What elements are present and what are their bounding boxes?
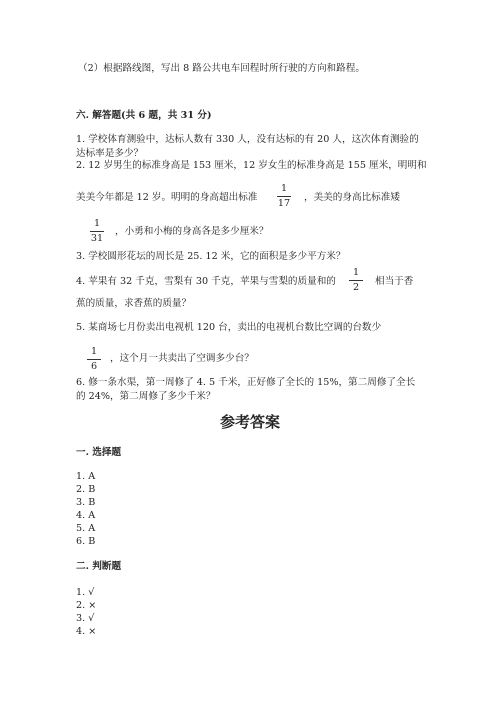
q2-line2b: ，美美的身高比标准矮 bbox=[304, 192, 400, 203]
q5-line1: 5. 某商场七月份卖出电视机 120 台，卖出的电视机台数比空调的台数少 bbox=[76, 322, 382, 333]
q5-line2: ，这个月一共卖出了空调多少台？ bbox=[110, 353, 254, 364]
fraction-denominator: 17 bbox=[277, 198, 291, 209]
fraction-1-17 bbox=[277, 183, 291, 210]
answer-key-title: 参考答案 bbox=[219, 413, 280, 431]
q2-line1: 2. 12 岁男生的标准身高是 153 厘米，12 岁女生的标准身高是 155 厘米，明明和 bbox=[76, 160, 427, 171]
answer-item: 2. × bbox=[76, 600, 97, 611]
fraction-numerator: 1 bbox=[280, 183, 288, 194]
answer-item: 4. × bbox=[76, 626, 97, 637]
fraction-bar bbox=[87, 359, 101, 360]
fraction-1-2 bbox=[349, 267, 363, 294]
fraction-denominator: 6 bbox=[90, 361, 98, 372]
q4-line2: 蕉的质量，求香蕉的质量？ bbox=[76, 298, 192, 309]
fraction-numerator: 1 bbox=[90, 346, 98, 357]
answer-item: 1. A bbox=[76, 471, 96, 482]
q1-line2: 达标率是多少？ bbox=[76, 148, 144, 159]
answer-item: 6. B bbox=[76, 536, 96, 547]
answer-item: 4. A bbox=[76, 510, 96, 521]
fraction-1-31 bbox=[90, 218, 104, 245]
q4-line1b: 相当于香 bbox=[375, 276, 414, 287]
answers-section-1-heading: 一. 选择题 bbox=[76, 447, 122, 458]
q2-line2a: 美美今年都是 12 岁。明明的身高超出标准 bbox=[76, 192, 258, 203]
q3-text: 3. 学校圆形花坛的周长是 25. 12 米，它的面积是多少平方米？ bbox=[76, 251, 346, 262]
answer-item: 1. √ bbox=[76, 587, 95, 598]
fraction-bar bbox=[349, 280, 363, 281]
answers-section-2-heading: 二. 判断题 bbox=[76, 561, 122, 572]
fraction-bar bbox=[277, 196, 291, 197]
q4-line1a: 4. 苹果有 32 千克，雪梨有 30 千克，苹果与雪梨的质量和的 bbox=[76, 276, 336, 287]
question-2-prev: （2）根据路线图，写出 8 路公共电车回程时所行驶的方向和路程。 bbox=[78, 63, 365, 74]
fraction-numerator: 1 bbox=[93, 218, 101, 229]
fraction-denominator: 2 bbox=[352, 282, 360, 293]
answer-item: 5. A bbox=[76, 523, 96, 534]
answer-item: 3. B bbox=[76, 497, 96, 508]
fraction-1-6 bbox=[87, 346, 101, 373]
q1-line1: 1. 学校体育测验中，达标人数有 330 人，没有达标的有 20 人，这次体育测验的 bbox=[76, 134, 419, 145]
section-6-heading: 六. 解答题(共 6 题，共 31 分) bbox=[76, 110, 212, 121]
q6-line2: 的 24%，第二周修了多少千米？ bbox=[76, 391, 216, 402]
fraction-bar bbox=[90, 231, 104, 232]
answer-item: 2. B bbox=[76, 484, 96, 495]
q2-line3: ，小勇和小梅的身高各是多少厘米？ bbox=[115, 226, 269, 237]
answer-item: 3. √ bbox=[76, 613, 95, 624]
fraction-numerator: 1 bbox=[352, 267, 360, 278]
fraction-denominator: 31 bbox=[90, 233, 104, 244]
q6-line1: 6. 修一条水渠，第一周修了 4. 5 千米，正好修了全长的 15%，第二周修了全长 bbox=[76, 377, 416, 388]
